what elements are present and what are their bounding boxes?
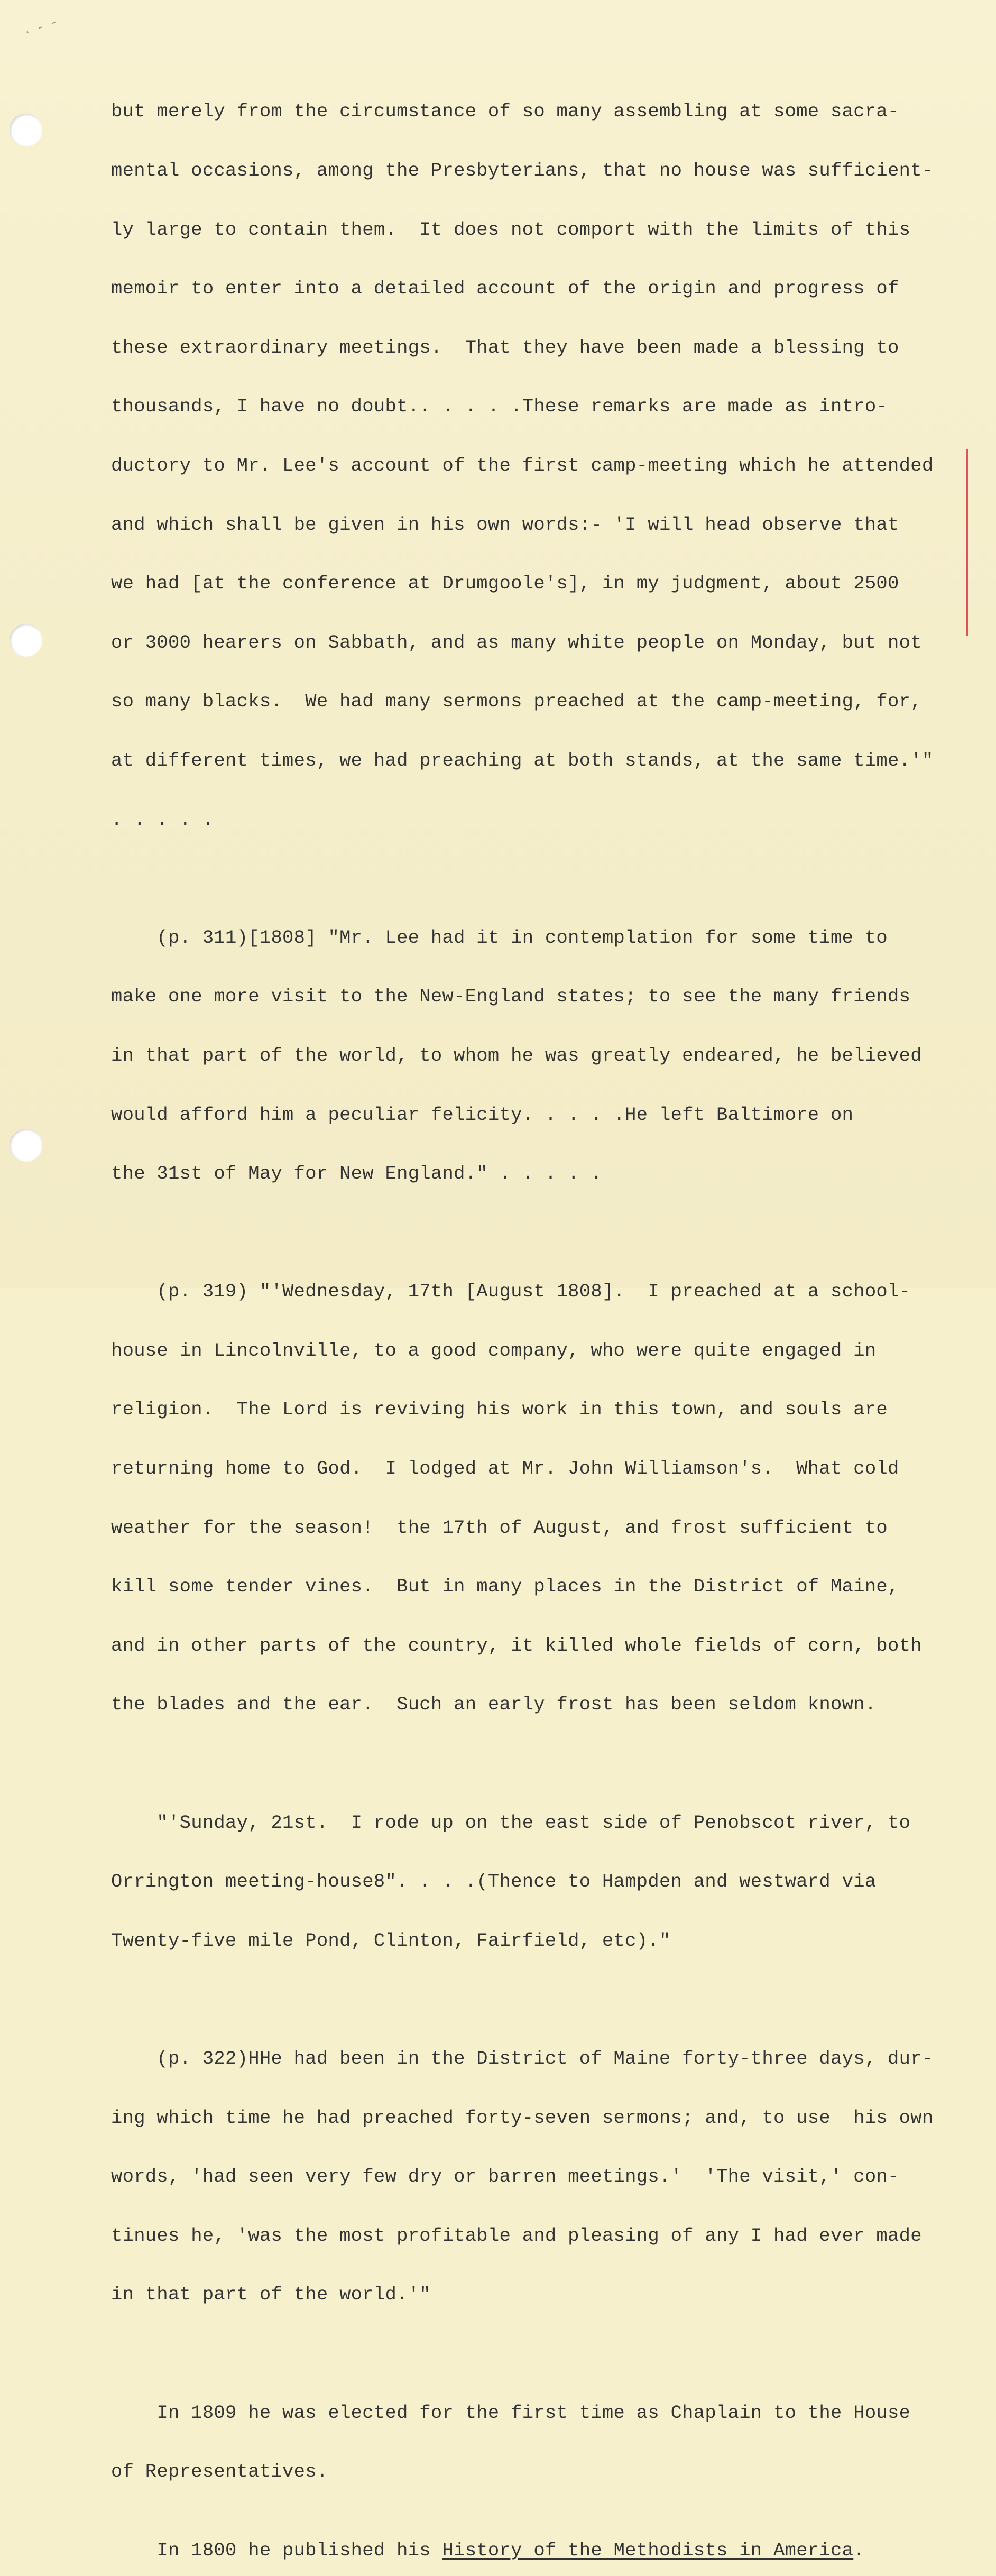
text-line: kill some tender vines. But in many places in the District of Maine, <box>111 1576 899 1598</box>
text-line: memoir to enter into a detailed account of the origin and progress of <box>111 278 899 300</box>
text-line: returning home to God. I lodged at Mr. John Williamson's. What cold <box>111 1458 899 1480</box>
punch-hole-middle <box>10 624 42 657</box>
text-line: would afford him a peculiar felicity. . . . .He left Baltimore on <box>111 1103 854 1126</box>
text-line: at different times, we had preaching at both stands, at the same time.'" <box>111 749 934 771</box>
text-line <box>111 2344 978 2363</box>
text-line: ly large to contain them. It does not comport with the limits of this <box>111 218 911 241</box>
text-line: thousands, I have no doubt.. . . . .These remarks are made as intro- <box>111 395 888 418</box>
history-line <box>111 2541 978 2560</box>
text-line: make one more visit to the New-England states; to see the many friends <box>111 986 911 1008</box>
text-line <box>111 869 978 888</box>
book-title: History of the Methodists in America <box>442 2539 854 2561</box>
text-line: (p. 319) "'Wednesday, 17th [August 1808]. I preached at a school- <box>111 1281 911 1303</box>
text-line: ductory to Mr. Lee's account of the first camp-meeting which he attended <box>111 454 934 476</box>
text-line: of Representatives. <box>111 2461 328 2483</box>
text-line: mental occasions, among the Presbyterians, that no house was sufficient- <box>111 160 934 181</box>
text-line <box>111 1223 978 1243</box>
typed-text <box>111 62 978 2576</box>
text-line: or 3000 hearers on Sabbath, and as many white people on Monday, but not <box>111 631 922 654</box>
text-line: the blades and the ear. Such an early frost has been seldom known. <box>111 1694 877 1716</box>
text-line <box>111 1990 978 2009</box>
text-line: ing which time he had preached forty-seven sermons; and, to use his own <box>111 2106 934 2129</box>
text-line: Twenty-five mile Pond, Clinton, Fairfield, etc)." <box>111 1929 671 1952</box>
text-line: weather for the season! the 17th of August, and frost sufficient to <box>111 1516 888 1539</box>
history-line-prefix: In 1800 he published his <box>111 2539 442 2561</box>
text-line: and in other parts of the country, it killed whole fields of corn, both <box>111 1634 922 1657</box>
text-line: but merely from the circumstance of so many assembling at some sacra- <box>111 100 899 123</box>
text-line: the 31st of May for New England." . . . . . <box>111 1163 602 1185</box>
text-line: "'Sunday, 21st. I rode up on the east side of Penobscot river, to <box>111 1811 911 1834</box>
text-line: Orrington meeting-house8". . . .(Thence to Hampden and westward via <box>111 1871 877 1893</box>
corner-mark: · ‐ ‐ <box>22 15 60 40</box>
text-line: these extraordinary meetings. That they have been made a blessing to <box>111 336 899 358</box>
text-line: religion. The Lord is reviving his work in this town, and souls are <box>111 1399 888 1421</box>
text-line: (p. 311)[1808] "Mr. Lee had it in contemplation for some time to <box>111 926 888 949</box>
text-line <box>111 2521 978 2541</box>
text-line: so many blacks. We had many sermons preached at the camp-meeting, for, <box>111 691 922 713</box>
punch-hole-bottom <box>10 1129 42 1162</box>
text-line <box>111 1754 978 1773</box>
text-line: words, 'had seen very few dry or barren meetings.' 'The visit,' con- <box>111 2166 899 2188</box>
text-line: in that part of the world, to whom he was greatly endeared, he believed <box>111 1044 922 1066</box>
text-line: and which shall be given in his own words:- 'I will head observe that <box>111 513 899 536</box>
text-line: tinues he, 'was the most profitable and pleasing of any I had ever made <box>111 2224 922 2247</box>
text-line: . . . . . <box>111 808 214 831</box>
text-line: In 1809 he was elected for the first time as Chaplain to the House <box>111 2402 911 2424</box>
text-line: in that part of the world.'" <box>111 2284 431 2306</box>
text-line: (p. 322)HHe had been in the District of Maine forty-three days, dur- <box>111 2048 934 2069</box>
text-line: house in Lincolnville, to a good company, who were quite engaged in <box>111 1339 877 1361</box>
text-line: we had [at the conference at Drumgoole's], in my judgment, about 2500 <box>111 573 899 595</box>
punch-hole-top <box>10 114 42 146</box>
history-line-suffix: . <box>853 2539 865 2561</box>
